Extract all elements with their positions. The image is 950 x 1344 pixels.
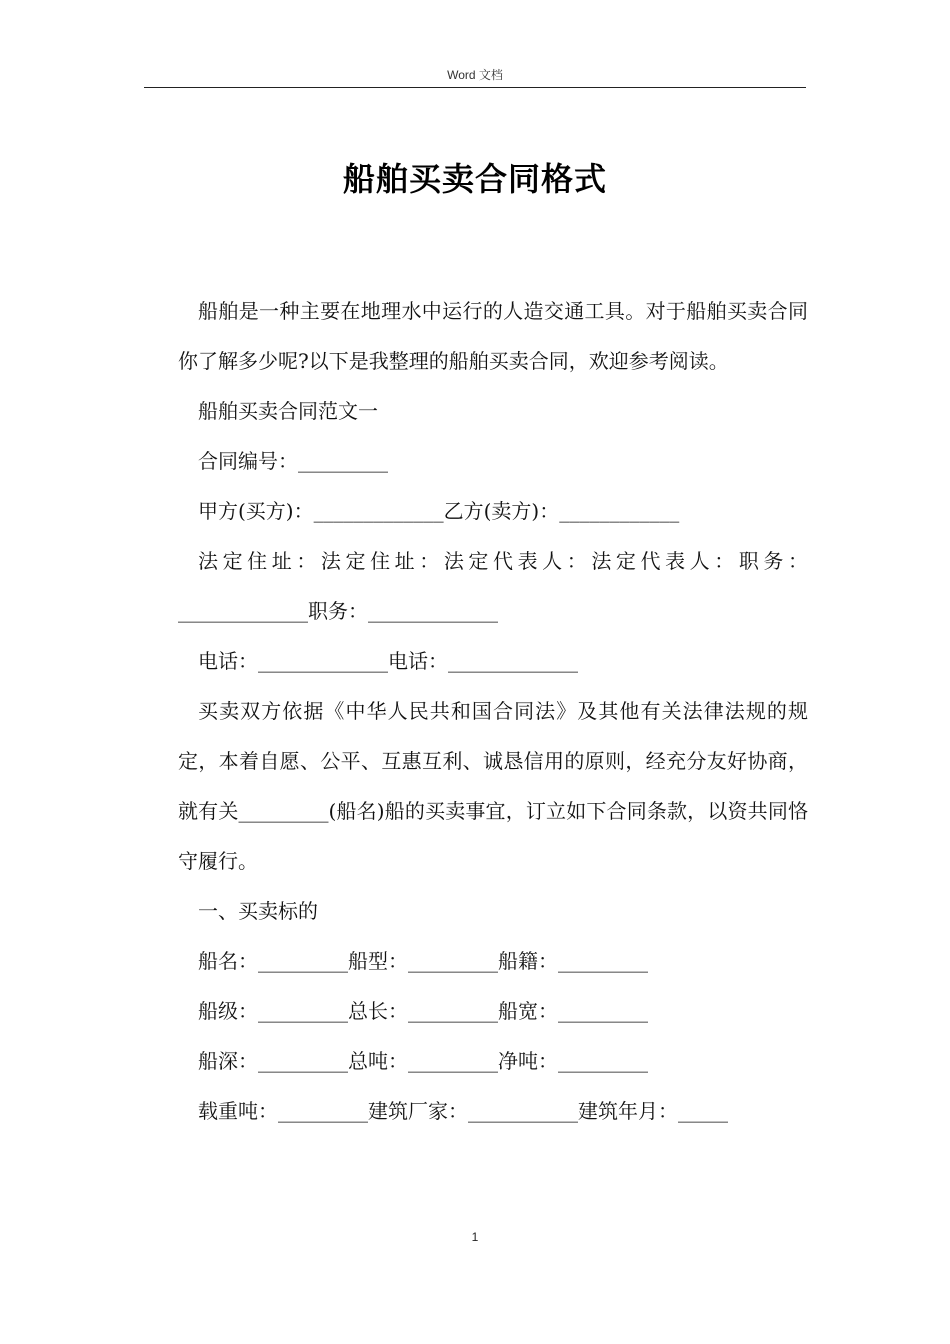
document-body: [178, 286, 808, 1136]
section-heading-sample-one: 船舶买卖合同范文一: [198, 399, 378, 423]
page-header: Word 文档: [447, 68, 503, 82]
ship-class-length-breadth-line: 船级：_________总长：_________船宽：_________: [198, 999, 648, 1023]
ship-name-type-registry-line: 船名：_________船型：_________船籍：_________: [198, 949, 648, 973]
contract-number-line: 合同编号：_________: [198, 449, 388, 473]
document-title: 船舶买卖合同格式: [342, 160, 607, 198]
preamble-paragraph: 买卖双方依据《中华人民共和国合同法》及其他有关法律法规的规定，本着自愿、公平、互惠互利、诚恳信用的原则，经充分友好协商，就有关_________(船名)船的买卖事宜，订立如下合同条款，以资共同恪守履行。: [178, 699, 808, 873]
intro-paragraph: 船舶是一种主要在地理水中运行的人造交通工具。对于船舶买卖合同你了解多少呢?以下是我整理的船舶买卖合同，欢迎参考阅读。: [178, 299, 808, 373]
ship-depth-tonnage-line: 船深：_________总吨：_________净吨：_________: [198, 1049, 648, 1073]
page-number: 1: [471, 1230, 479, 1244]
deadweight-builder-date-line: 载重吨：_________建筑厂家：___________建筑年月：_____: [198, 1099, 728, 1123]
phone-line: 电话：_____________电话：_____________: [198, 649, 578, 673]
address-representative-line: 法定住址：法定住址：法定代表人：法定代表人：职务：_____________职务：_____________: [178, 549, 808, 623]
header-divider: [144, 87, 806, 88]
parties-line: 甲方(买方)：_____________乙方(卖方)：____________: [198, 499, 680, 523]
article-one-heading: 一、买卖标的: [198, 899, 318, 923]
